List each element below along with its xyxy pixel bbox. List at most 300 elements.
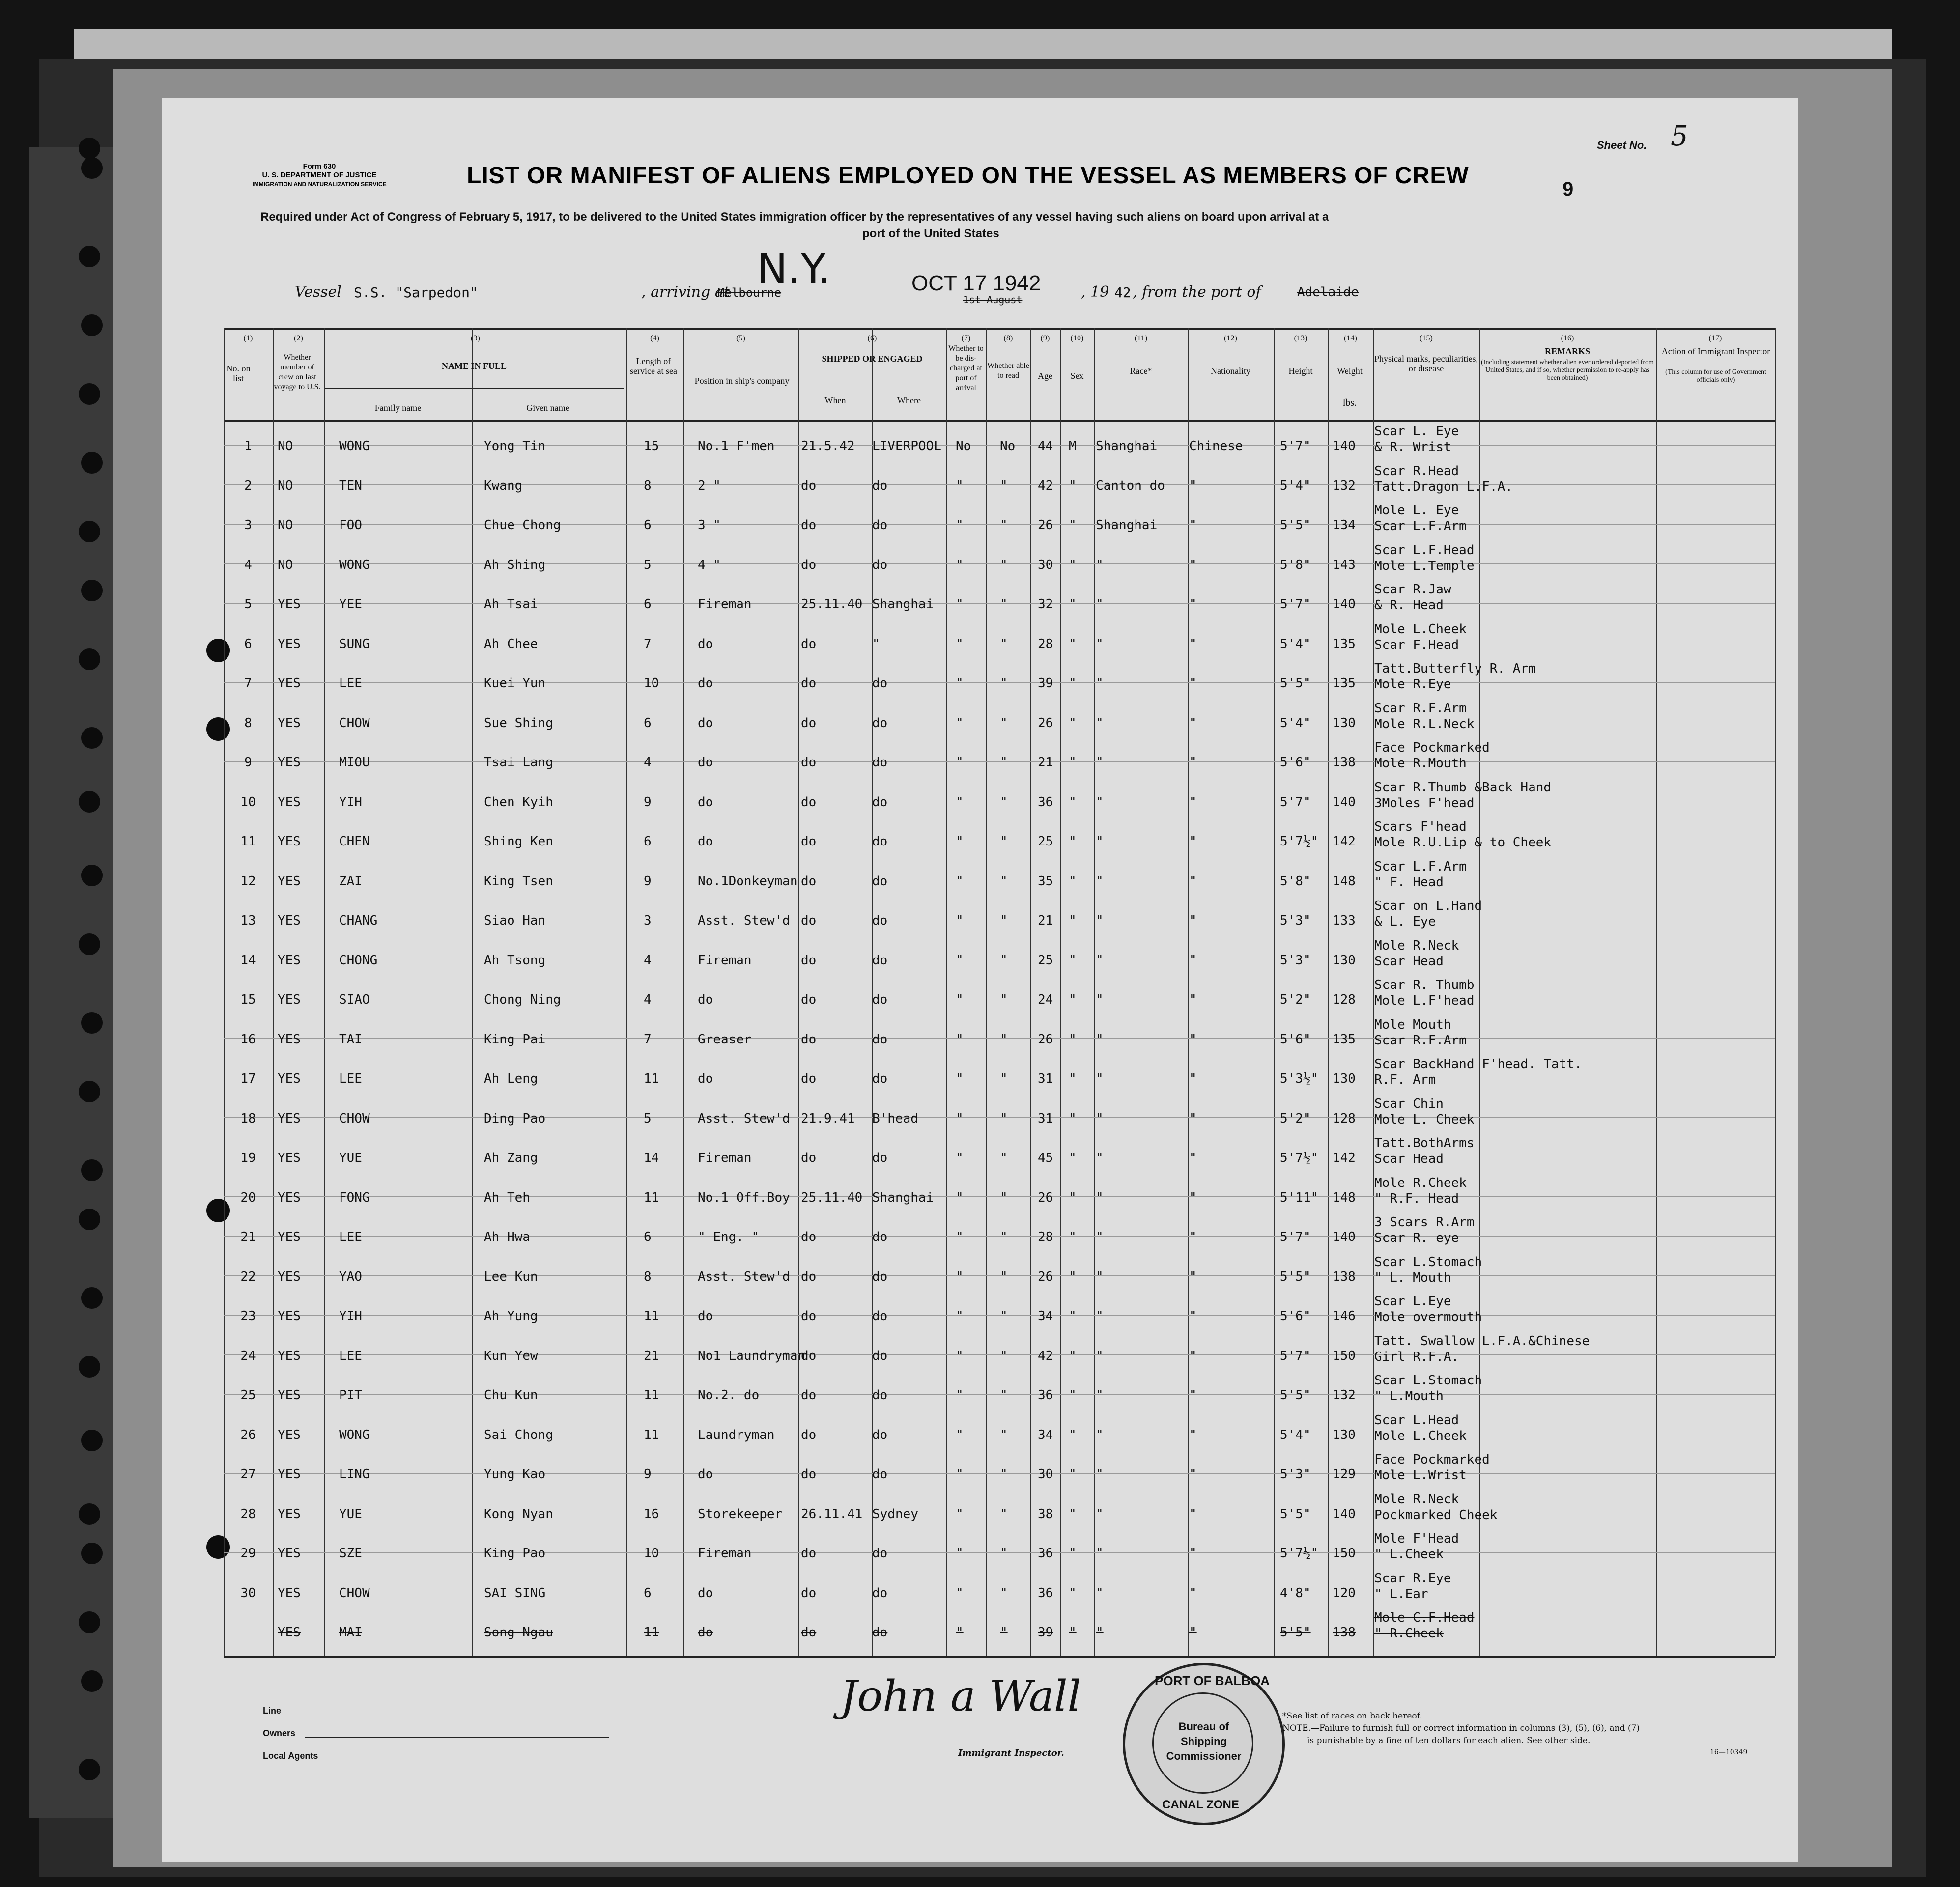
age: 42 <box>1038 478 1053 493</box>
sex: " <box>1069 1625 1077 1640</box>
sex: " <box>1069 1427 1077 1442</box>
position: do <box>698 1467 713 1482</box>
row-number: 21 <box>240 1230 256 1244</box>
given-name: Yung Kao <box>484 1467 546 1482</box>
col-given-name: Given name <box>526 403 569 413</box>
weight: 132 <box>1333 1388 1356 1403</box>
row-number: 20 <box>240 1190 256 1205</box>
weight: 130 <box>1333 1071 1356 1086</box>
age: 30 <box>1038 1467 1053 1482</box>
column-number: (3) <box>471 334 480 342</box>
discharged: " <box>956 676 964 691</box>
position: do <box>698 794 713 810</box>
sex: " <box>1069 834 1077 849</box>
col-remarks: REMARKS <box>1544 346 1590 356</box>
family-name: LEE <box>339 676 362 691</box>
shipped-when: do <box>801 478 817 493</box>
race: " <box>1096 597 1104 612</box>
table-row <box>0 780 1960 825</box>
race: " <box>1096 1190 1104 1205</box>
height: 5'2" <box>1280 1111 1311 1126</box>
table-row <box>0 1096 1960 1142</box>
service-length: 8 <box>644 1269 652 1284</box>
physical-marks-line-1: Mole L.Cheek <box>1374 621 1467 637</box>
discharged: " <box>956 1348 964 1363</box>
position: do <box>698 755 713 770</box>
race: " <box>1096 794 1104 810</box>
col-when: When <box>824 395 846 405</box>
physical-marks-line-2: " R.F. Head <box>1374 1191 1459 1206</box>
sex: " <box>1069 1230 1077 1244</box>
physical-marks-line-1: Mole R.Neck <box>1374 938 1459 953</box>
physical-marks-line-2: " F. Head <box>1374 874 1444 890</box>
family-name: CHEN <box>339 834 370 849</box>
owners-label: Owners <box>263 1728 296 1738</box>
family-name: FOO <box>339 518 362 533</box>
age: 26 <box>1038 1269 1053 1284</box>
position: Fireman <box>698 597 752 612</box>
previous-voyage: YES <box>278 953 301 968</box>
previous-voyage: YES <box>278 1230 301 1244</box>
service-length: 9 <box>644 1467 652 1482</box>
date-struck: 1st August <box>963 294 1023 306</box>
nationality: " <box>1189 636 1197 651</box>
able-to-read: " <box>1000 913 1008 928</box>
column-number: (10) <box>1070 334 1084 342</box>
physical-marks-line-1: Scars F'head <box>1374 819 1467 834</box>
physical-marks-line-2: Scar F.Head <box>1374 637 1459 652</box>
column-number: (13) <box>1294 334 1307 342</box>
physical-marks-line-2: Scar R.F.Arm <box>1374 1033 1467 1048</box>
form-title: LIST OR MANIFEST OF ALIENS EMPLOYED ON THE VESSEL AS MEMBERS OF CREW <box>467 163 1469 189</box>
race: " <box>1096 1032 1104 1047</box>
col-height: Height <box>1288 366 1313 376</box>
row-number: 10 <box>240 794 256 810</box>
col-sex: Sex <box>1070 371 1084 381</box>
height: 5'7" <box>1280 597 1311 612</box>
shipped-when: do <box>801 873 817 889</box>
col-name-in-full: NAME IN FULL <box>441 361 507 371</box>
given-name: King Tsen <box>484 873 553 889</box>
age: 25 <box>1038 953 1053 968</box>
height: 5'7½" <box>1280 1151 1319 1165</box>
shipped-where: do <box>872 1348 888 1363</box>
age: 31 <box>1038 1071 1053 1086</box>
previous-voyage: YES <box>278 794 301 810</box>
able-to-read: " <box>1000 1585 1008 1601</box>
nationality: " <box>1189 953 1197 968</box>
service-length: 7 <box>644 636 652 651</box>
physical-marks-line-2: " L.Mouth <box>1374 1389 1444 1404</box>
sex: " <box>1069 518 1077 533</box>
position: No.1Donkeyman <box>698 873 798 889</box>
discharged: " <box>956 518 964 533</box>
height: 5'6" <box>1280 1032 1311 1047</box>
previous-voyage: YES <box>278 1032 301 1047</box>
weight: 146 <box>1333 1309 1356 1324</box>
family-name: CHONG <box>339 953 378 968</box>
table-row <box>0 701 1960 746</box>
height: 5'8" <box>1280 557 1311 572</box>
form-identifier <box>226 162 413 189</box>
table-row <box>0 582 1960 627</box>
physical-marks-line-1: Scar L. Eye <box>1374 424 1459 439</box>
nationality: " <box>1189 1111 1197 1126</box>
discharged: " <box>956 715 964 731</box>
height: 5'5" <box>1280 1269 1311 1284</box>
family-name: FONG <box>339 1190 370 1205</box>
weight: 128 <box>1333 992 1356 1007</box>
family-name: CHANG <box>339 913 378 928</box>
owners-rule <box>305 1737 609 1738</box>
row-number: 17 <box>240 1071 256 1086</box>
shipped-where: " <box>872 636 880 651</box>
shipped-when: 25.11.40 <box>801 597 863 612</box>
nationality: " <box>1189 597 1197 612</box>
race: " <box>1096 913 1104 928</box>
sex: " <box>1069 1151 1077 1165</box>
position: do <box>698 1625 713 1640</box>
shipped-when: do <box>801 1546 817 1561</box>
age: 21 <box>1038 755 1053 770</box>
shipped-where: do <box>872 478 888 493</box>
nationality: " <box>1189 1585 1197 1601</box>
shipped-when: do <box>801 1625 817 1640</box>
row-number: 19 <box>240 1151 256 1165</box>
shipped-when: do <box>801 755 817 770</box>
shipped-when: do <box>801 794 817 810</box>
able-to-read: " <box>1000 992 1008 1007</box>
col-remarks-note: (Including statement whether alien ever ordered deported from United States, and if so, whether permission to re-apply has been obtained) <box>1481 359 1654 382</box>
race: " <box>1096 1071 1104 1086</box>
weight: 134 <box>1333 518 1356 533</box>
previous-voyage: YES <box>278 1348 301 1363</box>
previous-voyage: YES <box>278 1190 301 1205</box>
physical-marks-line-2: Pockmarked Cheek <box>1374 1507 1498 1522</box>
age: 44 <box>1038 439 1053 453</box>
table-row <box>0 463 1960 509</box>
discharged: " <box>956 597 964 612</box>
service-length: 6 <box>644 1230 652 1244</box>
weight: 130 <box>1333 1427 1356 1442</box>
physical-marks-line-1: Scar L.Eye <box>1374 1294 1451 1309</box>
discharged: " <box>956 1111 964 1126</box>
weight: 138 <box>1333 755 1356 770</box>
row-number: 1 <box>244 439 252 453</box>
local-agents-label: Local Agents <box>263 1751 318 1761</box>
col-inspector-note: (This column for use of Government officials only) <box>1665 368 1766 384</box>
discharged: " <box>956 755 964 770</box>
row-number: 3 <box>244 518 252 533</box>
age: 42 <box>1038 1348 1053 1363</box>
race: " <box>1096 953 1104 968</box>
physical-marks-line-2: Mole L.F'head <box>1374 993 1475 1008</box>
table-row <box>0 740 1960 786</box>
column-number: (17) <box>1708 334 1722 342</box>
sex: " <box>1069 1506 1077 1521</box>
given-name: King Pai <box>484 1032 546 1047</box>
age: 45 <box>1038 1151 1053 1165</box>
age: 32 <box>1038 597 1053 612</box>
able-to-read: " <box>1000 1388 1008 1403</box>
age: 26 <box>1038 1032 1053 1047</box>
sex: " <box>1069 1269 1077 1284</box>
able-to-read: " <box>1000 1230 1008 1244</box>
physical-marks-line-1: Tatt. Swallow L.F.A.&Chinese <box>1374 1333 1590 1349</box>
previous-voyage: YES <box>278 1625 301 1640</box>
given-name: Sue Shing <box>484 715 553 731</box>
physical-marks-line-2: Mole R.U.Lip & to Cheek <box>1374 835 1552 850</box>
position: Asst. Stew'd <box>698 1111 790 1126</box>
shipped-when: do <box>801 1388 817 1403</box>
row-number: 23 <box>240 1309 256 1324</box>
physical-marks-line-2: Mole R.Mouth <box>1374 756 1467 771</box>
row-number: 26 <box>240 1427 256 1442</box>
column-number: (7) <box>961 334 971 342</box>
race: " <box>1096 557 1104 572</box>
weight: 140 <box>1333 597 1356 612</box>
shipped-when: do <box>801 1467 817 1482</box>
physical-marks-line-1: Scar L.Stomach <box>1374 1254 1482 1269</box>
position: No.2. do <box>698 1388 760 1403</box>
col-position: Position in ship's company <box>694 376 790 386</box>
service-length: 8 <box>644 478 652 493</box>
shipped-where: do <box>872 794 888 810</box>
discharged: " <box>956 636 964 651</box>
row-number: 13 <box>240 913 256 928</box>
previous-voyage: NO <box>278 439 293 453</box>
shipped-when: 21.9.41 <box>801 1111 855 1126</box>
punch-hole <box>81 157 103 179</box>
service-length: 14 <box>644 1151 659 1165</box>
arriving-port: N.Y. <box>757 245 831 293</box>
service-length: 15 <box>644 439 659 453</box>
shipped-where: do <box>872 1269 888 1284</box>
discharged: " <box>956 1269 964 1284</box>
shipped-where: B'head <box>872 1111 918 1126</box>
date-stamp: OCT 17 1942 <box>911 271 1041 295</box>
given-name: King Pao <box>484 1546 546 1561</box>
punch-hole <box>81 314 103 336</box>
punch-hole <box>79 246 100 267</box>
discharged: " <box>956 1546 964 1561</box>
height: 5'2" <box>1280 992 1311 1007</box>
height: 5'3½" <box>1280 1071 1319 1086</box>
sex: " <box>1069 1546 1077 1561</box>
age: 21 <box>1038 913 1053 928</box>
struck-table-row <box>0 1610 1960 1656</box>
nationality: " <box>1189 715 1197 731</box>
physical-marks-line-1: Scar R.Eye <box>1374 1571 1451 1586</box>
column-number: (15) <box>1420 334 1433 342</box>
able-to-read: " <box>1000 794 1008 810</box>
nationality: " <box>1189 1348 1197 1363</box>
shipped-where: do <box>872 755 888 770</box>
row-number: 28 <box>240 1506 256 1521</box>
height: 5'6" <box>1280 755 1311 770</box>
physical-marks-line-2: Scar Head <box>1374 1152 1444 1166</box>
physical-marks-line-1: Mole L. Eye <box>1374 503 1459 518</box>
table-row <box>0 1294 1960 1339</box>
age: 30 <box>1038 557 1053 572</box>
service-length: 11 <box>644 1190 659 1205</box>
age: 26 <box>1038 1190 1053 1205</box>
shipped-when: do <box>801 913 817 928</box>
family-name: CHOW <box>339 715 370 731</box>
port-of-balboa-stamp <box>1123 1663 1285 1825</box>
physical-marks-line-2: Mole L. Cheek <box>1374 1112 1475 1127</box>
position: do <box>698 1585 713 1601</box>
table-row <box>0 1373 1960 1418</box>
table-row <box>0 661 1960 706</box>
age: 36 <box>1038 1585 1053 1601</box>
nationality: " <box>1189 1388 1197 1403</box>
discharged: " <box>956 1032 964 1047</box>
vessel-name: S.S. "Sarpedon" <box>354 284 478 301</box>
given-name: Chong Ning <box>484 992 561 1007</box>
service-length: 5 <box>644 1111 652 1126</box>
shipped-when: do <box>801 834 817 849</box>
previous-voyage: YES <box>278 834 301 849</box>
row-number: 9 <box>244 755 252 770</box>
race: " <box>1096 1111 1104 1126</box>
from-label: , from the port of <box>1133 283 1261 301</box>
weight: 140 <box>1333 1230 1356 1244</box>
height: 5'5" <box>1280 1506 1311 1521</box>
family-name: CHOW <box>339 1111 370 1126</box>
shipped-when: do <box>801 1348 817 1363</box>
service-length: 6 <box>644 834 652 849</box>
previous-voyage: YES <box>278 1151 301 1165</box>
discharged: " <box>956 1625 964 1640</box>
race: " <box>1096 755 1104 770</box>
height: 5'5" <box>1280 518 1311 533</box>
nationality: " <box>1189 755 1197 770</box>
service-length: 4 <box>644 992 652 1007</box>
position: do <box>698 992 713 1007</box>
row-number: 18 <box>240 1111 256 1126</box>
discharged: " <box>956 1309 964 1324</box>
position: Storekeeper <box>698 1506 783 1521</box>
shipped-where: do <box>872 676 888 691</box>
discharged: " <box>956 873 964 889</box>
age: 34 <box>1038 1427 1053 1442</box>
weight: 143 <box>1333 557 1356 572</box>
table-row <box>0 503 1960 548</box>
service-length: 6 <box>644 1585 652 1601</box>
height: 5'5" <box>1280 1388 1311 1403</box>
previous-voyage: YES <box>278 992 301 1007</box>
table-row <box>0 1057 1960 1102</box>
department: U. S. DEPARTMENT OF JUSTICE <box>262 171 377 179</box>
age: 26 <box>1038 715 1053 731</box>
sex: " <box>1069 1032 1077 1047</box>
shipped-when: 26.11.41 <box>801 1506 863 1521</box>
position: No1 Laundryman <box>698 1348 806 1363</box>
height: 5'4" <box>1280 478 1311 493</box>
shipped-where: do <box>872 953 888 968</box>
race: " <box>1096 992 1104 1007</box>
row-number: 22 <box>240 1269 256 1284</box>
nationality: " <box>1189 873 1197 889</box>
able-to-read: " <box>1000 715 1008 731</box>
able-to-read: " <box>1000 1546 1008 1561</box>
nationality: " <box>1189 1071 1197 1086</box>
family-name: YIH <box>339 794 362 810</box>
nationality: " <box>1189 1625 1197 1640</box>
age: 34 <box>1038 1309 1053 1324</box>
race: " <box>1096 1230 1104 1244</box>
col-weight-unit: lbs. <box>1342 397 1357 408</box>
able-to-read: " <box>1000 1348 1008 1363</box>
shipped-when: do <box>801 1269 817 1284</box>
given-name: Chen Kyih <box>484 794 553 810</box>
punch-hole <box>79 1759 100 1780</box>
row-number: 2 <box>244 478 252 493</box>
physical-marks-line-2: Mole R.Eye <box>1374 677 1451 692</box>
failure-note-2: is punishable by a fine of ten dollars for each alien. See other side. <box>1307 1736 1591 1746</box>
shipped-when: do <box>801 1309 817 1324</box>
column-number: (16) <box>1561 334 1574 342</box>
physical-marks-line-1: Scar R.F.Arm <box>1374 701 1467 716</box>
physical-marks-line-2: Mole R.L.Neck <box>1374 716 1475 732</box>
physical-marks-line-2: Scar R. eye <box>1374 1231 1459 1245</box>
given-name: Ah Shing <box>484 557 546 572</box>
sex: " <box>1069 1111 1077 1126</box>
discharged: " <box>956 1230 964 1244</box>
able-to-read: " <box>1000 676 1008 691</box>
col-family-name: Family name <box>374 403 422 413</box>
physical-marks-line-2: & R. Head <box>1374 598 1444 613</box>
able-to-read: " <box>1000 1032 1008 1047</box>
shipped-when: do <box>801 992 817 1007</box>
previous-voyage: YES <box>278 676 301 691</box>
sex: " <box>1069 1309 1077 1324</box>
shipped-where: do <box>872 834 888 849</box>
weight: 120 <box>1333 1585 1356 1601</box>
race: " <box>1096 1388 1104 1403</box>
service-length: 7 <box>644 1032 652 1047</box>
column-number: (6) <box>867 334 877 342</box>
shipped-where: do <box>872 1625 888 1640</box>
row-number: 14 <box>240 953 256 968</box>
given-name: Ah Zang <box>484 1151 538 1165</box>
sheet-number: 5 <box>1671 120 1688 152</box>
service-length: 10 <box>644 676 659 691</box>
shipped-where: do <box>872 1546 888 1561</box>
punch-hole <box>79 383 100 405</box>
race: " <box>1096 1348 1104 1363</box>
sex: " <box>1069 1388 1077 1403</box>
column-number: (14) <box>1344 334 1357 342</box>
table-row <box>0 819 1960 865</box>
physical-marks-line-2: Tatt.Dragon L.F.A. <box>1374 479 1513 494</box>
given-name: Ah Tsai <box>484 597 538 612</box>
given-name: Tsai Lang <box>484 755 553 770</box>
column-number: (1) <box>243 334 253 342</box>
weight: 148 <box>1333 1190 1356 1205</box>
table-row <box>0 1571 1960 1616</box>
age: 28 <box>1038 1230 1053 1244</box>
physical-marks-line-2: " L.Cheek <box>1374 1547 1444 1562</box>
family-name: ZAI <box>339 873 362 889</box>
discharged: " <box>956 1388 964 1403</box>
sex: " <box>1069 478 1077 493</box>
weight: 140 <box>1333 439 1356 453</box>
print-code: 16—10349 <box>1710 1748 1748 1756</box>
able-to-read: " <box>1000 478 1008 493</box>
age: 31 <box>1038 1111 1053 1126</box>
